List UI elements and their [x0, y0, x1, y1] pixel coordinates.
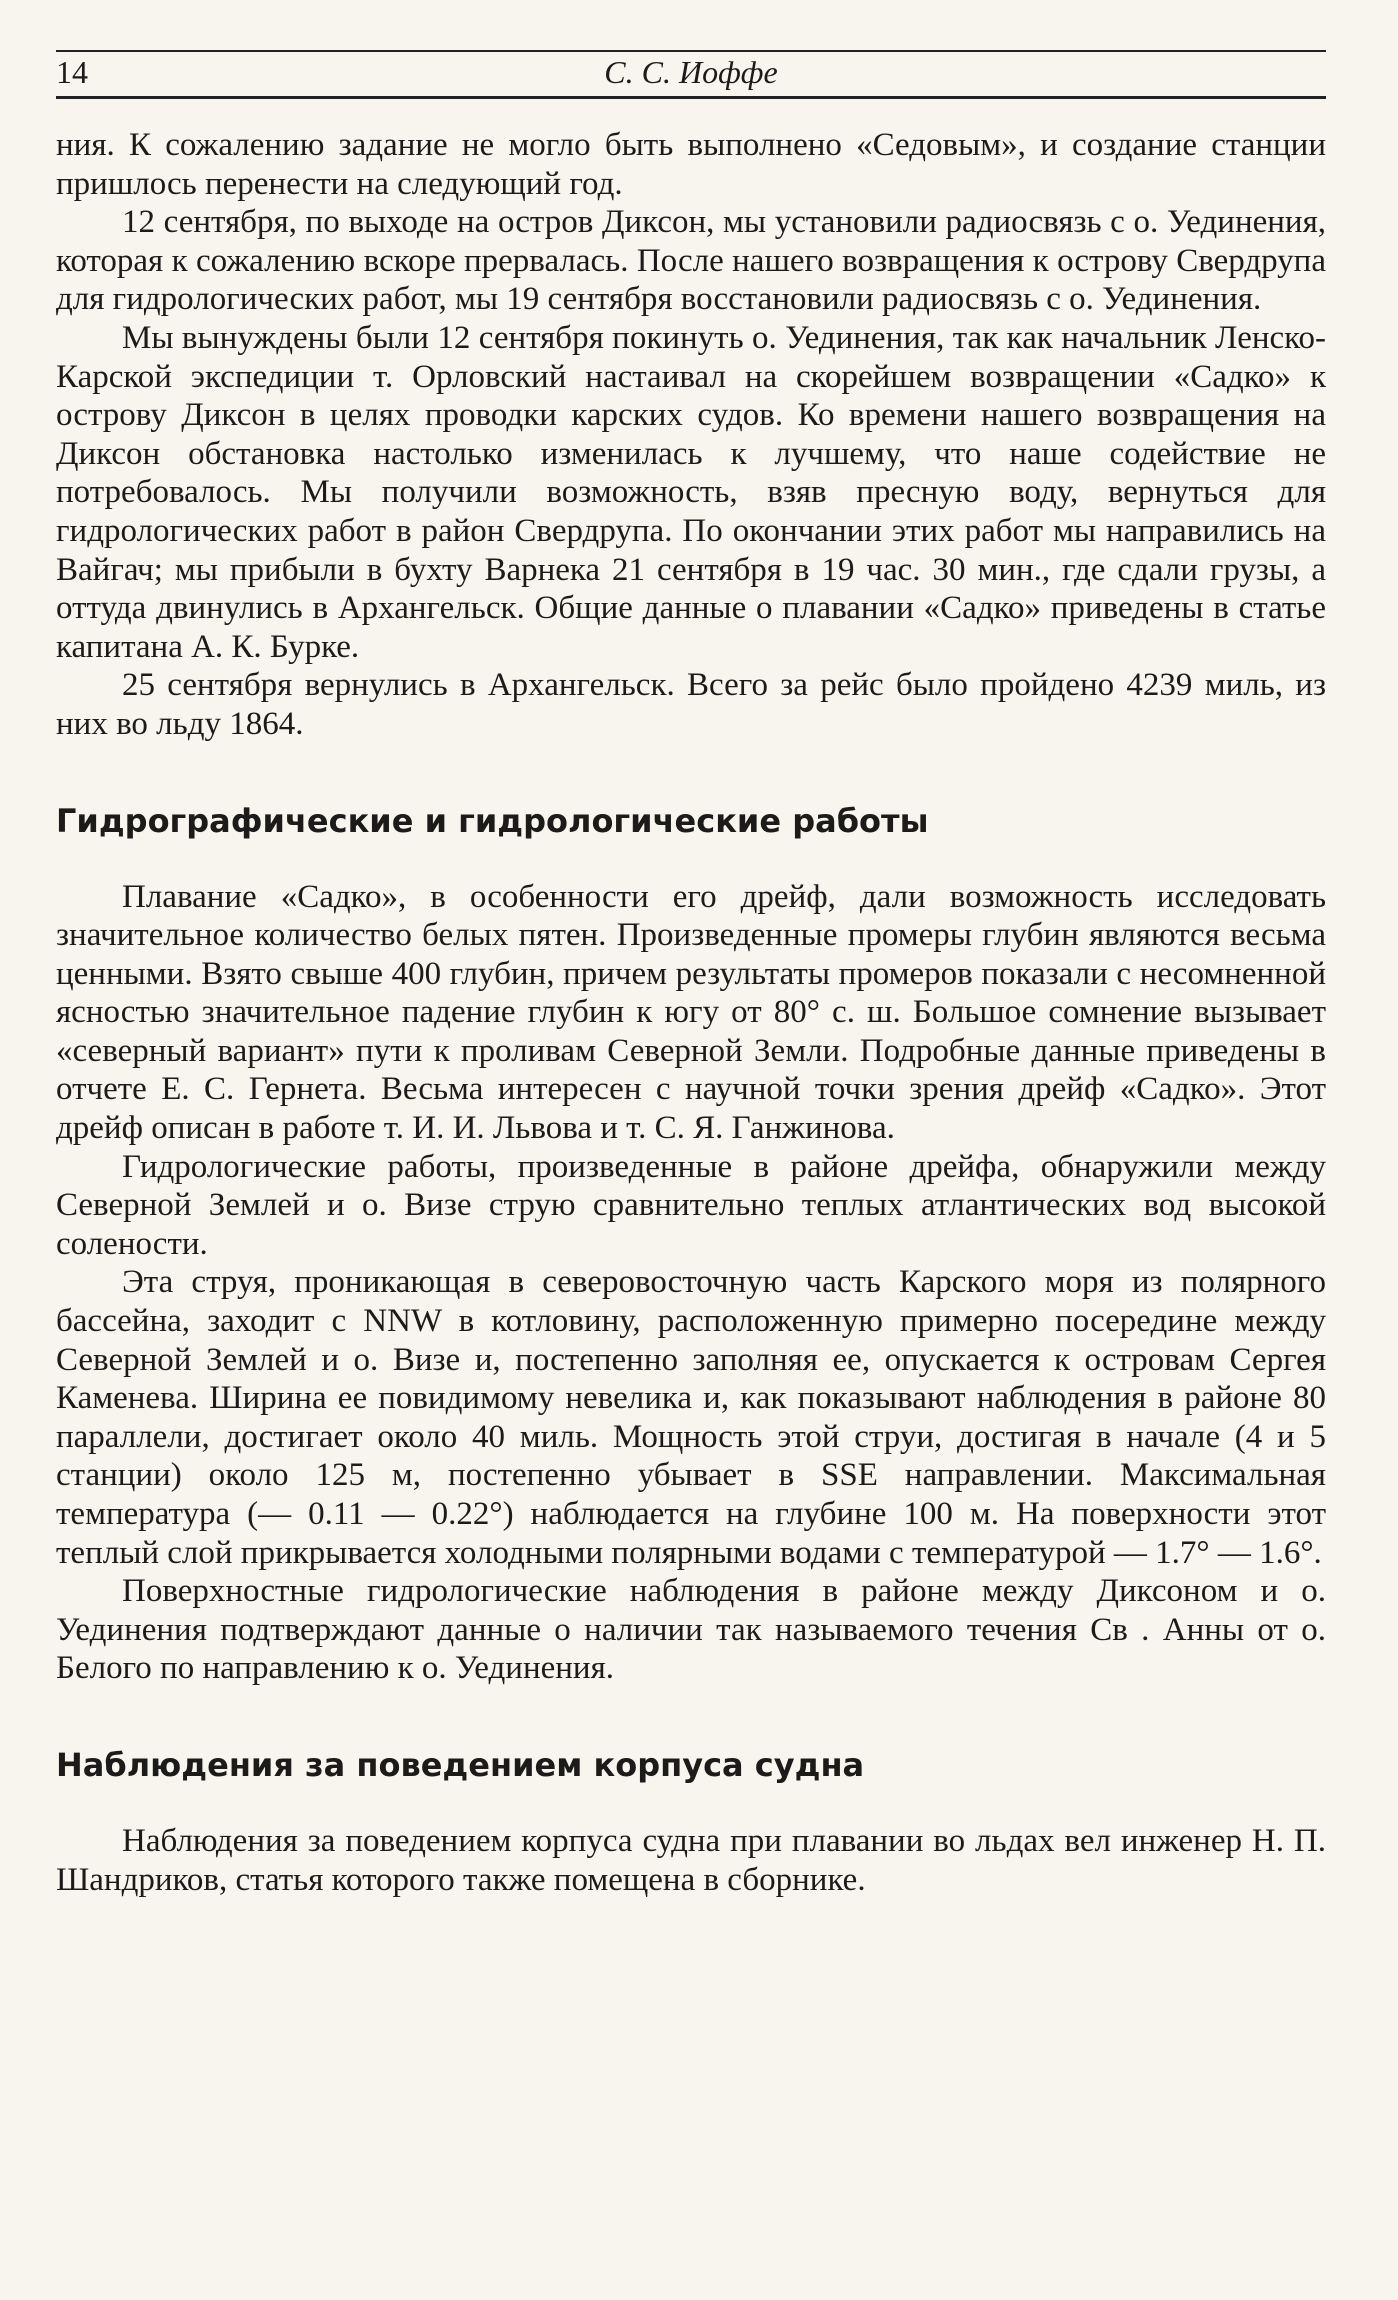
- paragraph-atlantic-waters: Гидрологические работы, произведенные в районе дрейфа, обнаружили между Северной Землей и о. Визе струю сравнительно теплых атлантических вод высокой солености.: [56, 1148, 1326, 1262]
- paragraph-sadko-drift: Плавание «Садко», в особенности его дрейф, дали возможность исследовать значительное количество белых пятен. Произведенные промеры глубин являются весьма ценными. Взято свыше 400 глубин, причем результаты промеров показали с несомненной ясностью значительное падение глубин к югу от 80° с. ш. Большое сомнение вызывает «северный вариант» пути к проливам Северной Земли. Подробные данные приведены в отчете Е. С. Гернета. Весьма интересен с научной точки зрения дрейф «Садко». Этот дрейф описан в работе т. И. И. Львова и т. С. Я. Ганжинова.: [56, 878, 1326, 1147]
- paragraph-return-dikson: Мы вынуждены были 12 сентября покинуть о. Уединения, так как начальник Ленско-Карской экспедиции т. Орловский настаивал на скорейшем возвращении «Садко» к острову Диксон в целях проводки карских судов. Ко времени нашего возвращения на Диксон обстановка настолько изменилась к лучшему, что наше содействие не потребовалось. Мы получили возможность, взяв пресную воду, вернуться для гидрологических работ в район Свердрупа. По окончании этих работ мы направились на Вайгач; мы прибыли в бухту Варнека 21 сентября в 19 час. 30 мин., где сдали грузы, а оттуда двинулись в Архангельск. Общие данные о плавании «Садко» приведены в статье капитана А. К. Бурке.: [56, 319, 1326, 665]
- header-top-rule: [56, 50, 1326, 52]
- paragraph-warm-current: Эта струя, проникающая в северовосточную часть Карского моря из полярного бассейна, заходит с NNW в котловину, расположенную примерно посередине между Северной Землей и о. Визе и, постепенно заполняя ее, опускается к островам Сергея Каменева. Ширина ее повидимому невелика и, как показывают наблюдения в районе 80 параллели, достигает около 40 миль. Мощность этой струи, достигая в начале (4 и 5 станции) около 125 м, постепенно убывает в SSE направлении. Максимальная температура (— 0.11 — 0.22°) наблюдается на глубине 100 м. На поверхности этот теплый слой прикрывается холодными полярными водами с температурой — 1.7° — 1.6°.: [56, 1264, 1326, 1571]
- page-number: 14: [56, 54, 88, 90]
- paragraph-hull-engineer: Наблюдения за поведением корпуса судна при плавании во льдах вел инженер Н. П. Шандриков, статья которого также помещена в сборнике.: [56, 1822, 1326, 1898]
- section-heading-hydrographic: Гидрографические и гидрологические работы: [56, 801, 929, 840]
- running-head-author: С. С. Иоффе: [604, 54, 778, 90]
- paragraph-radio-contact: 12 сентября, по выходе на остров Диксон, мы установили радиосвязь с о. Уединения, которая к сожалению вскоре прервалась. После нашего возвращения к острову Свердрупа для гидрологических работ, мы 19 сентября восстановили радиосвязь с о. Уединения.: [56, 204, 1326, 318]
- paragraph-arkhangelsk-return: 25 сентября вернулись в Архангельск. Всего за рейс было пройдено 4239 миль, из них во льду 1864.: [56, 667, 1326, 742]
- paragraph-surface-observations: Поверхностные гидрологические наблюдения в районе между Диксоном и о. Уединения подтверждают данные о наличии так называемого течения Св . Анны от о. Белого по направлению к о. Уединения.: [56, 1573, 1326, 1687]
- header-bottom-rule: [56, 96, 1326, 99]
- page-header: [56, 50, 1326, 98]
- body-text: [56, 126, 1326, 1899]
- section-heading-hull-observations: Наблюдения за поведением корпуса судна: [56, 1745, 865, 1784]
- paragraph-continued: ния. К сожалению задание не могло быть выполнено «Седовым», и создание станции пришлось перенести на следующий год.: [56, 127, 1326, 202]
